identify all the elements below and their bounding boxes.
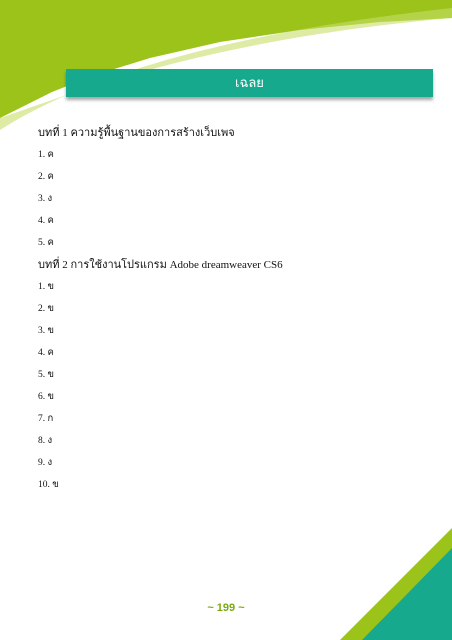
chapter-2-answer-8: 8. ง [38,436,53,446]
chapter-2-answer-10: 10. ข [38,480,59,490]
chapter-1-answer-5: 5. ค [38,238,54,248]
chapter-2-answer-2: 2. ข [38,304,54,314]
chapter-1-answer-3: 3. ง [38,194,53,204]
chapter-2-answer-4: 4. ค [38,348,54,358]
chapter-2-answer-9: 9. ง [38,458,53,468]
chapter-2-answer-5: 5. ข [38,370,54,380]
chapter-2-title: บทที่ 2 การใช้งานโปรแกรม Adobe dreamweaver CS6 [38,259,283,271]
chapter-2-answer-1: 1. ข [38,282,54,292]
chapter-1-answer-1: 1. ค [38,150,54,160]
chapter-2-answer-6: 6. ข [38,392,54,402]
chapter-1-answer-4: 4. ค [38,216,54,226]
chapter-2-answer-3: 3. ข [38,326,54,336]
chapter-2-answer-7: 7. ก [38,414,54,424]
page-number: ~ 199 ~ [207,602,245,614]
banner-title: เฉลย [235,75,264,90]
chapter-1-answer-2: 2. ค [38,172,54,182]
answer-key-banner [66,69,433,97]
answer-key-content [38,122,418,496]
chapter-1-title: บทที่ 1 ความรู้พื้นฐานของการสร้างเว็บเพจ [38,127,235,139]
